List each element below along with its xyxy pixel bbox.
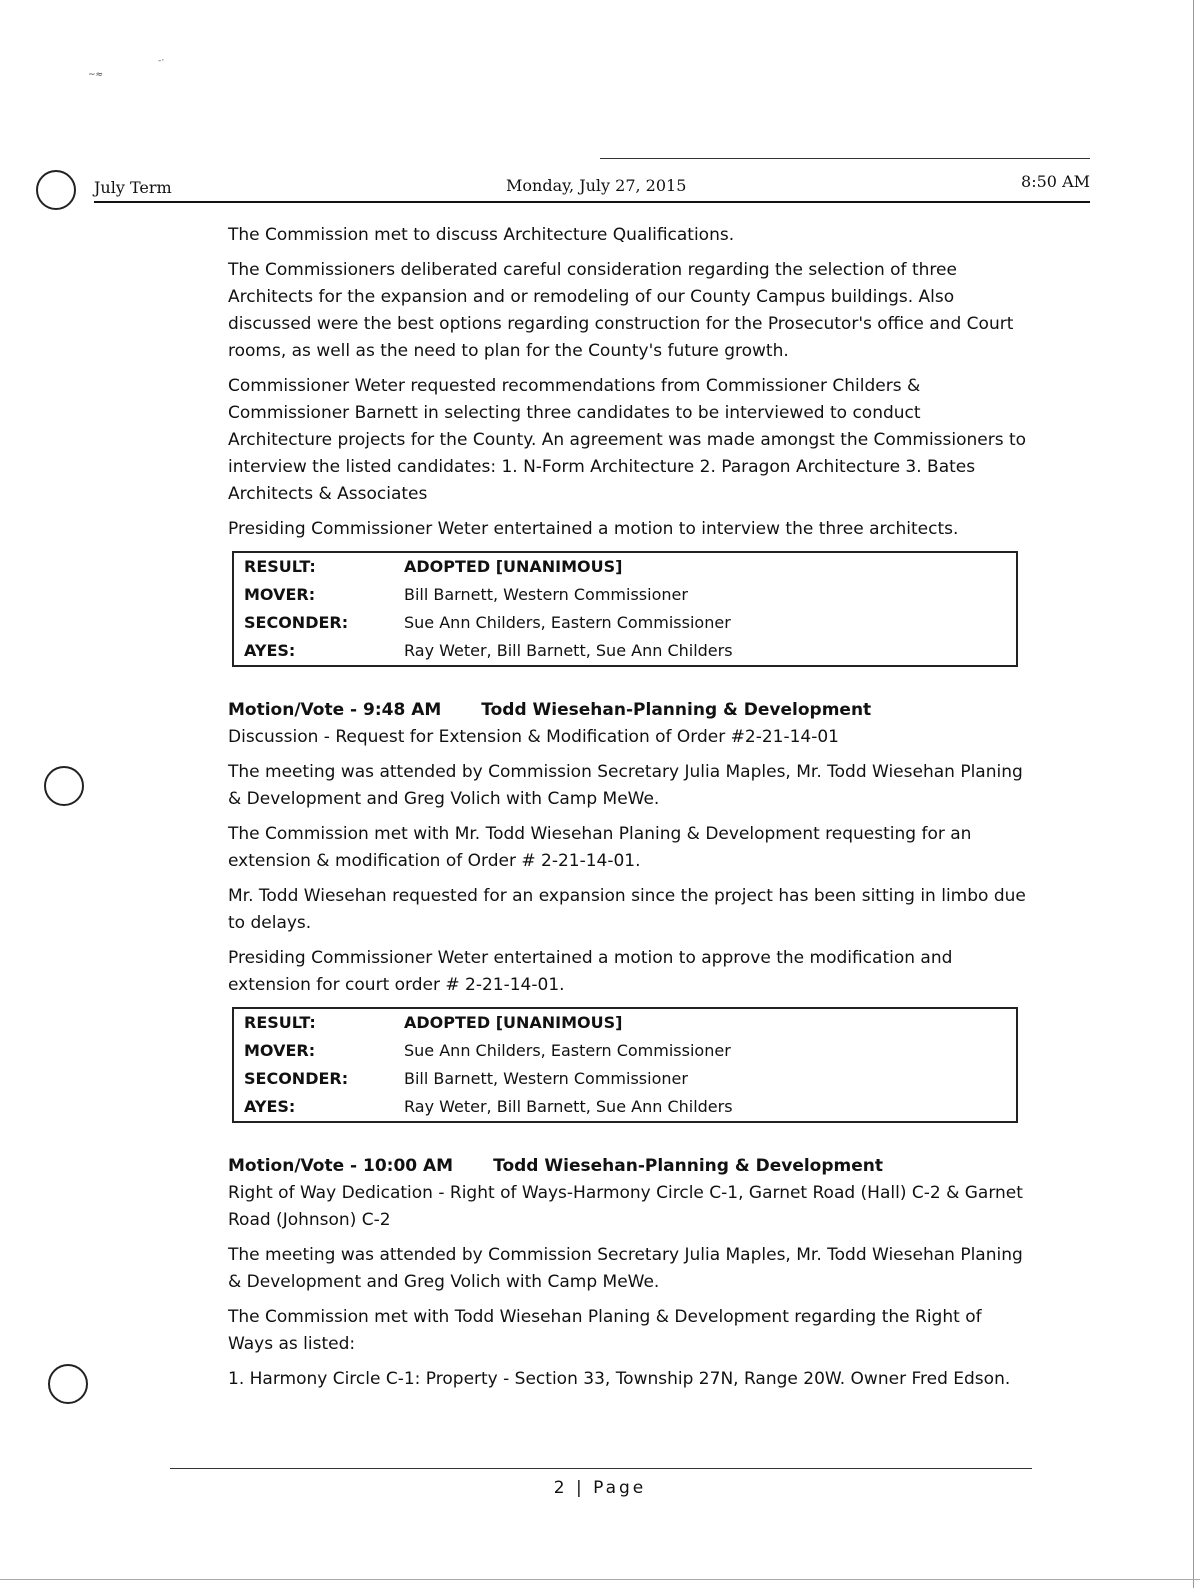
motion-subject: Todd Wiesehan-Planning & Development — [493, 1156, 883, 1176]
punch-hole-bottom — [48, 1364, 88, 1404]
vote-row-mover — [233, 1037, 1017, 1065]
vote-value: Bill Barnett, Western Commissioner — [404, 585, 688, 604]
vote-value: Sue Ann Childers, Eastern Commissioner — [404, 1041, 731, 1060]
paragraph: The Commission met with Todd Wiesehan Planing & Development regarding the Right of Ways as listed: — [228, 1307, 982, 1354]
vote-value: Bill Barnett, Western Commissioner — [404, 1069, 688, 1088]
discussion-line: Discussion - Request for Extension & Modification of Order #2-21-14-01 — [228, 727, 839, 747]
paragraph: Commissioner Weter requested recommendations from Commissioner Childers & Commissioner Barnett in selecting three candidates to be interviewed to conduct Architecture projects for the County. An agreement was made amongst the Commissioners to interview the listed candidates: 1. N-Form Architecture 2. Paragon Architecture 3. Bates Architects & Associates — [228, 376, 1027, 504]
vote-value: Ray Weter, Bill Barnett, Sue Ann Childers — [404, 641, 733, 660]
meeting-date: Monday, July 27, 2015 — [506, 176, 687, 195]
vote-row-seconder — [233, 1065, 1017, 1093]
vote-label: MOVER: — [244, 1041, 316, 1060]
vote-value: ADOPTED [UNANIMOUS] — [404, 1013, 623, 1032]
minutes-body — [228, 222, 1028, 1401]
vote-label: SECONDER: — [244, 1069, 349, 1088]
vote-row-result — [233, 552, 1017, 581]
footer-rule — [170, 1468, 1032, 1469]
page-header — [94, 170, 1090, 200]
paragraph: Presiding Commissioner Weter entertained a motion to approve the modification and extension for court order # 2-21-14-01. — [228, 948, 953, 995]
vote-result-table — [232, 1007, 1018, 1123]
header-rule — [94, 201, 1090, 203]
paragraph: The Commissioners deliberated careful consideration regarding the selection of three Architects for the expansion and or remodeling of our County Campus buildings. Also discussed were the best options regarding construction for the Prosecutor's office and Court rooms, as well as the need to plan for the County's future growth. — [228, 260, 1014, 361]
paragraph: 1. Harmony Circle C-1: Property - Section 33, Township 27N, Range 20W. Owner Fred Edson. — [228, 1369, 1011, 1389]
vote-value: Sue Ann Childers, Eastern Commissioner — [404, 613, 731, 632]
vote-result-table — [232, 551, 1018, 667]
vote-row-seconder — [233, 609, 1017, 637]
attendance-line: The meeting was attended by Commission Secretary Julia Maples, Mr. Todd Wiesehan Planing & Development and Greg Volich with Camp MeWe. — [228, 1245, 1023, 1292]
page-edge-bottom — [0, 1579, 1200, 1580]
header-rule-top — [600, 158, 1090, 159]
vote-label: RESULT: — [244, 557, 316, 576]
vote-label: RESULT: — [244, 1013, 316, 1032]
motion-time: Motion/Vote - 9:48 AM — [228, 700, 442, 720]
scan-mark: ~≈ — [88, 70, 104, 80]
vote-value: Ray Weter, Bill Barnett, Sue Ann Childers — [404, 1097, 733, 1116]
paragraph: The Commission met with Mr. Todd Wiesehan Planing & Development requesting for an extension & modification of Order # 2-21-14-01. — [228, 824, 972, 871]
punch-hole-top — [36, 170, 76, 210]
vote-label: MOVER: — [244, 585, 316, 604]
vote-value: ADOPTED [UNANIMOUS] — [404, 557, 623, 576]
motion-time: Motion/Vote - 10:00 AM — [228, 1156, 454, 1176]
vote-label: SECONDER: — [244, 613, 349, 632]
motion-heading — [228, 1153, 1028, 1180]
page-number: 2 | Page — [553, 1478, 647, 1498]
paragraph: The Commission met to discuss Architecture Qualifications. — [228, 225, 735, 245]
vote-label: AYES: — [244, 641, 296, 660]
vote-row-ayes — [233, 637, 1017, 666]
meeting-time: 8:50 AM — [1021, 172, 1090, 191]
vote-row-result — [233, 1008, 1017, 1037]
discussion-line: Right of Way Dedication - Right of Ways-Harmony Circle C-1, Garnet Road (Hall) C-2 & Garnet Road (Johnson) C-2 — [228, 1183, 1023, 1230]
motion-subject: Todd Wiesehan-Planning & Development — [481, 700, 872, 720]
vote-row-ayes — [233, 1093, 1017, 1122]
paragraph: Mr. Todd Wiesehan requested for an expansion since the project has been sitting in limbo due to delays. — [228, 886, 1026, 933]
vote-row-mover — [233, 581, 1017, 609]
punch-hole-middle — [44, 766, 84, 806]
scan-mark: -· — [158, 56, 165, 66]
term-label: July Term — [94, 178, 172, 197]
motion-heading — [228, 697, 1028, 724]
paragraph: Presiding Commissioner Weter entertained a motion to interview the three architects. — [228, 519, 959, 539]
attendance-line: The meeting was attended by Commission Secretary Julia Maples, Mr. Todd Wiesehan Planing & Development and Greg Volich with Camp MeWe. — [228, 762, 1023, 809]
vote-label: AYES: — [244, 1097, 296, 1116]
page-edge-right — [1193, 0, 1194, 1588]
